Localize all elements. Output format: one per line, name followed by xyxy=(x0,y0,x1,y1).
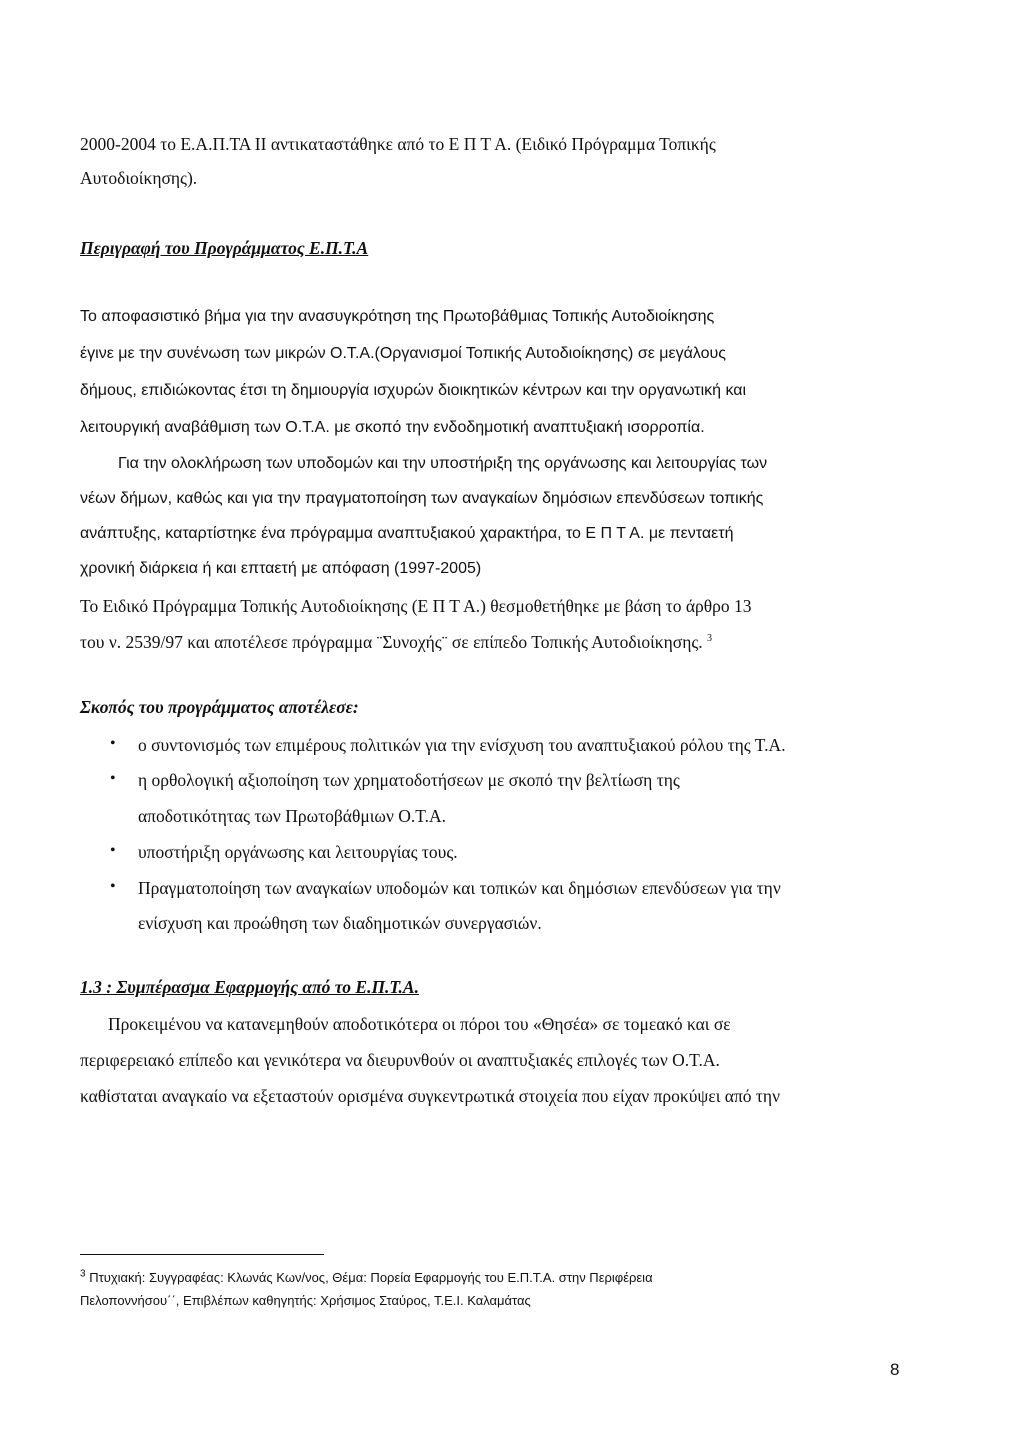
paragraph-line: λειτουργική αναβάθμιση των Ο.Τ.Α. με σκοπό την ενδοδημοτική αναπτυξιακή ισορροπία. xyxy=(80,419,705,436)
paragraph-line: καθίσταται αναγκαίο να εξεταστούν ορισμένα συγκεντρωτικά στοιχεία που είχαν προκύψει από την xyxy=(80,1086,780,1106)
goals-heading: Σκοπός του προγράμματος αποτέλεσε: xyxy=(80,697,359,717)
bullet-icon: • xyxy=(110,842,116,859)
goal-item-line: Πραγματοποίηση των αναγκαίων υποδομών και τοπικών και δημόσιων επενδύσεων για την xyxy=(138,878,781,898)
footnote-reference: 3 xyxy=(707,633,713,645)
paragraph-line: Προκειμένου να κατανεμηθούν αποδοτικότερα οι πόροι του «Θησέα» σε τομεακό και σε xyxy=(108,1014,731,1034)
paragraph-line: Το αποφασιστικό βήμα για την ανασυγκρότηση της Πρωτοβάθμιας Τοπικής Αυτοδιοίκησης xyxy=(80,308,715,325)
section-heading-description: Περιγραφή του Προγράμματος Ε.Π.Τ.Α xyxy=(80,238,369,258)
footnote-separator xyxy=(80,1254,324,1255)
goal-item-line: ο συντονισμός των επιμέρους πολιτικών για την ενίσχυση του αναπτυξιακού ρόλου της Τ.Α. xyxy=(138,735,786,755)
paragraph-line: ανάπτυξης, καταρτίστηκε ένα πρόγραμμα αναπτυξιακού χαρακτήρα, το Ε Π Τ Α. με πενταετή xyxy=(80,525,734,542)
paragraph-line: νέων δήμων, καθώς και για την πραγματοποίηση των αναγκαίων δημόσιων επενδύσεων τοπικής xyxy=(80,490,764,507)
bullet-icon: • xyxy=(110,735,116,752)
goal-item-line: αποδοτικότητας των Πρωτοβάθμιων Ο.Τ.Α. xyxy=(138,806,447,826)
intro-line-2: Αυτοδιοίκησης). xyxy=(80,168,198,188)
paragraph-line: δήμους, επιδιώκοντας έτσι τη δημιουργία ισχυρών διοικητικών κέντρων και την οργανωτική και xyxy=(80,382,747,399)
paragraph-line xyxy=(80,632,712,653)
footnote-text: Πτυχιακή: Συγγραφέας: Κλωνάς Κων/νος, Θέμα: Πορεία Εφαρμογής του Ε.Π.Τ.Α. στην Περιφέρεια xyxy=(89,1270,653,1285)
footnote-number: 3 xyxy=(80,1268,86,1280)
goal-item-line: υποστήριξη οργάνωσης και λειτουργίας τους. xyxy=(138,842,458,862)
paragraph-text: του ν. 2539/97 και αποτέλεσε πρόγραμμα ¨Συνοχής¨ σε επίπεδο Τοπικής Αυτοδιοίκησης. xyxy=(80,632,703,652)
footnote-line xyxy=(80,1270,653,1285)
bullet-icon: • xyxy=(110,770,116,787)
paragraph-line: χρονική διάρκεια ή και επταετή με απόφαση (1997-2005) xyxy=(80,560,482,577)
bullet-icon: • xyxy=(110,878,116,895)
paragraph-line: περιφερειακό επίπεδο και γενικότερα να διευρυνθούν οι αναπτυξιακές επιλογές των Ο.Τ.Α. xyxy=(80,1050,720,1070)
goal-item-line: ενίσχυση και προώθηση των διαδημοτικών συνεργασιών. xyxy=(138,913,542,933)
page-number: 8 xyxy=(890,1360,900,1379)
paragraph-line: έγινε με την συνένωση των μικρών Ο.Τ.Α.(Οργανισμοί Τοπικής Αυτοδιοίκησης) σε μεγάλους xyxy=(80,345,726,362)
intro-line-1: 2000-2004 το Ε.Α.Π.ΤΑ ΙΙ αντικαταστάθηκε από το Ε Π Τ Α. (Ειδικό Πρόγραμμα Τοπικής xyxy=(80,134,716,154)
paragraph-line: Το Ειδικό Πρόγραμμα Τοπικής Αυτοδιοίκησης (Ε Π Τ Α.) θεσμοθετήθηκε με βάση το άρθρο 13 xyxy=(80,596,752,616)
goal-item-line: η ορθολογική αξιοποίηση των χρηματοδοτήσεων με σκοπό την βελτίωση της xyxy=(138,770,680,790)
footnote-line: Πελοποννήσου΄΄, Επιβλέπων καθηγητής: Χρήσιμος Σταύρος, Τ.Ε.Ι. Καλαμάτας xyxy=(80,1293,531,1308)
section-heading-conclusion: 1.3 : Συμπέρασμα Εφαρμογής από το Ε.Π.Τ.Α. xyxy=(80,977,419,997)
paragraph-line: Για την ολοκλήρωση των υποδομών και την υποστήριξη της οργάνωσης και λειτουργίας των xyxy=(118,455,768,472)
